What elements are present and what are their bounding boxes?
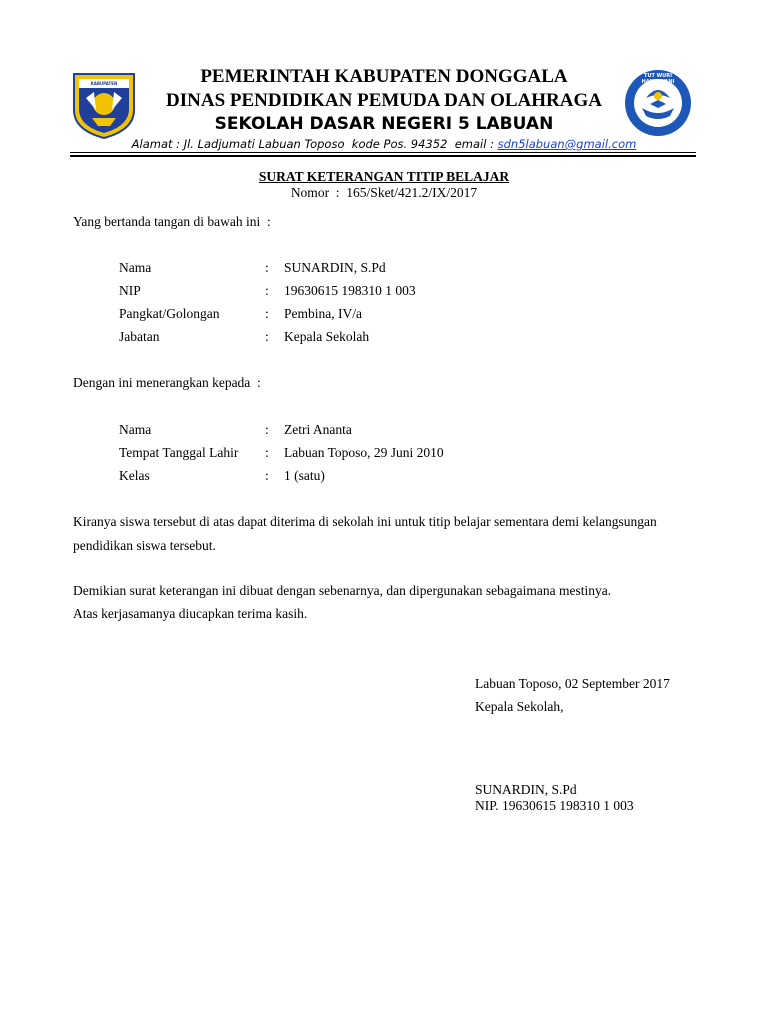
closing-line-1: Demikian surat keterangan ini dibuat dengan sebenarnya, dan dipergunakan sebagaimana mestinya.: [73, 583, 612, 598]
address-text: Alamat : Jl. Ladjumati Labuan Toposo kode Pos. 94352 email :: [131, 137, 498, 151]
body-line-2: pendidikan siswa tersebut.: [73, 538, 216, 553]
closing-line-2: Atas kerjasamanya diucapkan terima kasih.: [73, 606, 308, 621]
letterhead-divider-thick: [70, 155, 696, 157]
signer-nip-colon: :: [265, 283, 269, 298]
signature-place-date: Labuan Toposo, 02 September 2017: [475, 676, 670, 691]
body-line-1: Kiranya siswa tersebut di atas dapat diterima di sekolah ini untuk titip belajar sementara demi kelangsungan: [73, 514, 657, 529]
document-number: Nomor : 165/Sket/421.2/IX/2017: [290, 185, 478, 200]
email-link[interactable]: sdn5labuan@gmail.com: [497, 137, 637, 151]
signer-nip-label: NIP: [119, 283, 141, 298]
signature-position: Kepala Sekolah,: [475, 699, 564, 714]
signer-rank-value: Pembina, IV/a: [284, 306, 362, 321]
student-class-label: Kelas: [119, 468, 150, 483]
signer-nip-value: 19630615 198310 1 003: [284, 283, 416, 298]
student-birth-value: Labuan Toposo, 29 Juni 2010: [284, 445, 444, 460]
signer-name-label: Nama: [119, 260, 152, 275]
left-logo-text: KABUPATEN DONGGALA: [90, 81, 118, 93]
signer-rank-colon: :: [265, 306, 269, 321]
statement-text: Dengan ini menerangkan kepada :: [73, 375, 261, 390]
letterhead-department: DINAS PENDIDIKAN PEMUDA DAN OLAHRAGA: [166, 90, 602, 111]
student-class-colon: :: [265, 468, 269, 483]
letterhead-address: [0, 137, 768, 151]
signer-position-colon: :: [265, 329, 269, 344]
document-title: SURAT KETERANGAN TITIP BELAJAR: [258, 169, 510, 184]
letterhead-school: SEKOLAH DASAR NEGERI 5 LABUAN: [214, 114, 554, 134]
student-birth-colon: :: [265, 445, 269, 460]
student-birth-label: Tempat Tanggal Lahir: [119, 445, 239, 460]
signer-rank-label: Pangkat/Golongan: [119, 306, 220, 321]
intro-text: Yang bertanda tangan di bawah ini :: [73, 214, 271, 229]
signer-position-label: Jabatan: [119, 329, 160, 344]
signature-nip: NIP. 19630615 198310 1 003: [475, 798, 634, 813]
student-class-value: 1 (satu): [284, 468, 325, 483]
signer-name-value: SUNARDIN, S.Pd: [284, 260, 386, 275]
right-logo-text: TUT WURI HANDAYANI: [641, 73, 675, 85]
student-name-label: Nama: [119, 422, 152, 437]
student-name-value: Zetri Ananta: [284, 422, 352, 437]
signer-name-colon: :: [265, 260, 269, 275]
student-name-colon: :: [265, 422, 269, 437]
letterhead-government: PEMERINTAH KABUPATEN DONGGALA: [200, 66, 568, 87]
signer-position-value: Kepala Sekolah: [284, 329, 370, 344]
letterhead-divider-thin: [70, 152, 696, 153]
signature-name: SUNARDIN, S.Pd: [475, 782, 577, 797]
